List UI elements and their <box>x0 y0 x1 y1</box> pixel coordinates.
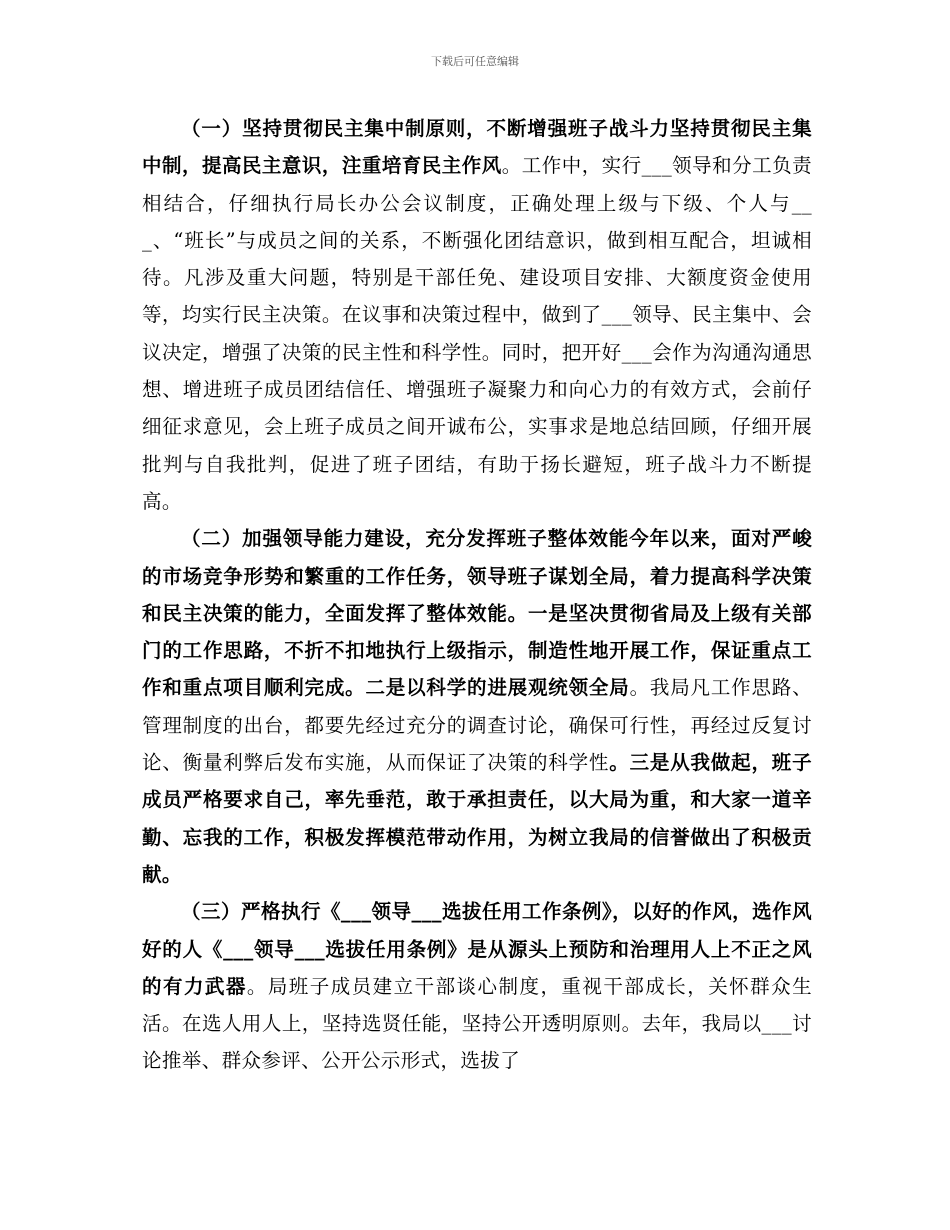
paragraph-3 <box>142 893 812 1079</box>
paragraph-3-text: 。局班子成员建立干部谈心制度，重视干部成长，关怀群众生活。在选人用人上，坚持选贤任能，坚持公开透明原则。去年，我局以___讨论推举、群众参评、公开公示形式，选拔了 <box>142 974 812 1073</box>
paragraph-2-text: 。我局凡工作思路、管理制度的出台，都要先经过充分的调查讨论，确保可行性，再经过反复讨论、衡量利弊后发布实施，从而保证了决策的科学性 <box>142 676 812 775</box>
paragraph-3-heading: （三）严格执行《___领导___选拔任用工作条例》，以好的作风，选作风好的人《___领导___选拔任用条例》是从源头上预防和治理用人上不正之风的有力武器 <box>142 900 812 998</box>
page-header: 下载后可任意编辑 <box>431 55 519 68</box>
paragraph-1 <box>142 110 812 520</box>
paragraph-2 <box>142 520 812 893</box>
paragraph-2-emphasis: 。三是从我做起，班子成员严格要求自己，率先垂范，敢于承担责任，以大局为重，和大家一道辛勤、忘我的工作，积极发挥模范带动作用，为树立我局的信誉做出了积极贡献。 <box>142 751 812 886</box>
paragraph-1-text: 。工作中，实行___领导和分工负责相结合，仔细执行局长办公会议制度，正确处理上级与下级、个人与___、“班长”与成员之间的关系，不断强化团结意识，做到相互配合，坦诚相待。凡涉及重大问题，特别是干部任免、建设项目安排、大额度资金使用等，均实行民主决策。在议事和决策过程中，做到了___领导、民主集中、会议决定，增强了决策的民主性和科学性。同时，把开好___会作为沟通沟通思想、增进班子成员团结信任、增强班子凝聚力和向心力的有效方式，会前仔细征求意见，会上班子成员之间开诚布公，实事求是地总结回顾，仔细开展批判与自我批判，促进了班子团结，有助于扬长避短，班子战斗力不断提高。 <box>142 154 812 513</box>
paragraph-2-heading: （二）加强领导能力建设，充分发挥班子整体效能今年以来，面对严峻的市场竞争形势和繁重的工作任务，领导班子谋划全局，着力提高科学决策和民主决策的能力，全面发挥了整体效能。一是坚决贯彻省局及上级有关部门的工作思路，不折不扣地执行上级指示，制造性地开展工作，保证重点工作和重点项目顺利完成。二是以科学的进展观统领全局 <box>142 527 812 700</box>
paragraph-1-heading: （一）坚持贯彻民主集中制原则，不断增强班子战斗力坚持贯彻民主集中制，提高民主意识，注重培育民主作风 <box>142 117 812 178</box>
document-body <box>142 110 812 1080</box>
